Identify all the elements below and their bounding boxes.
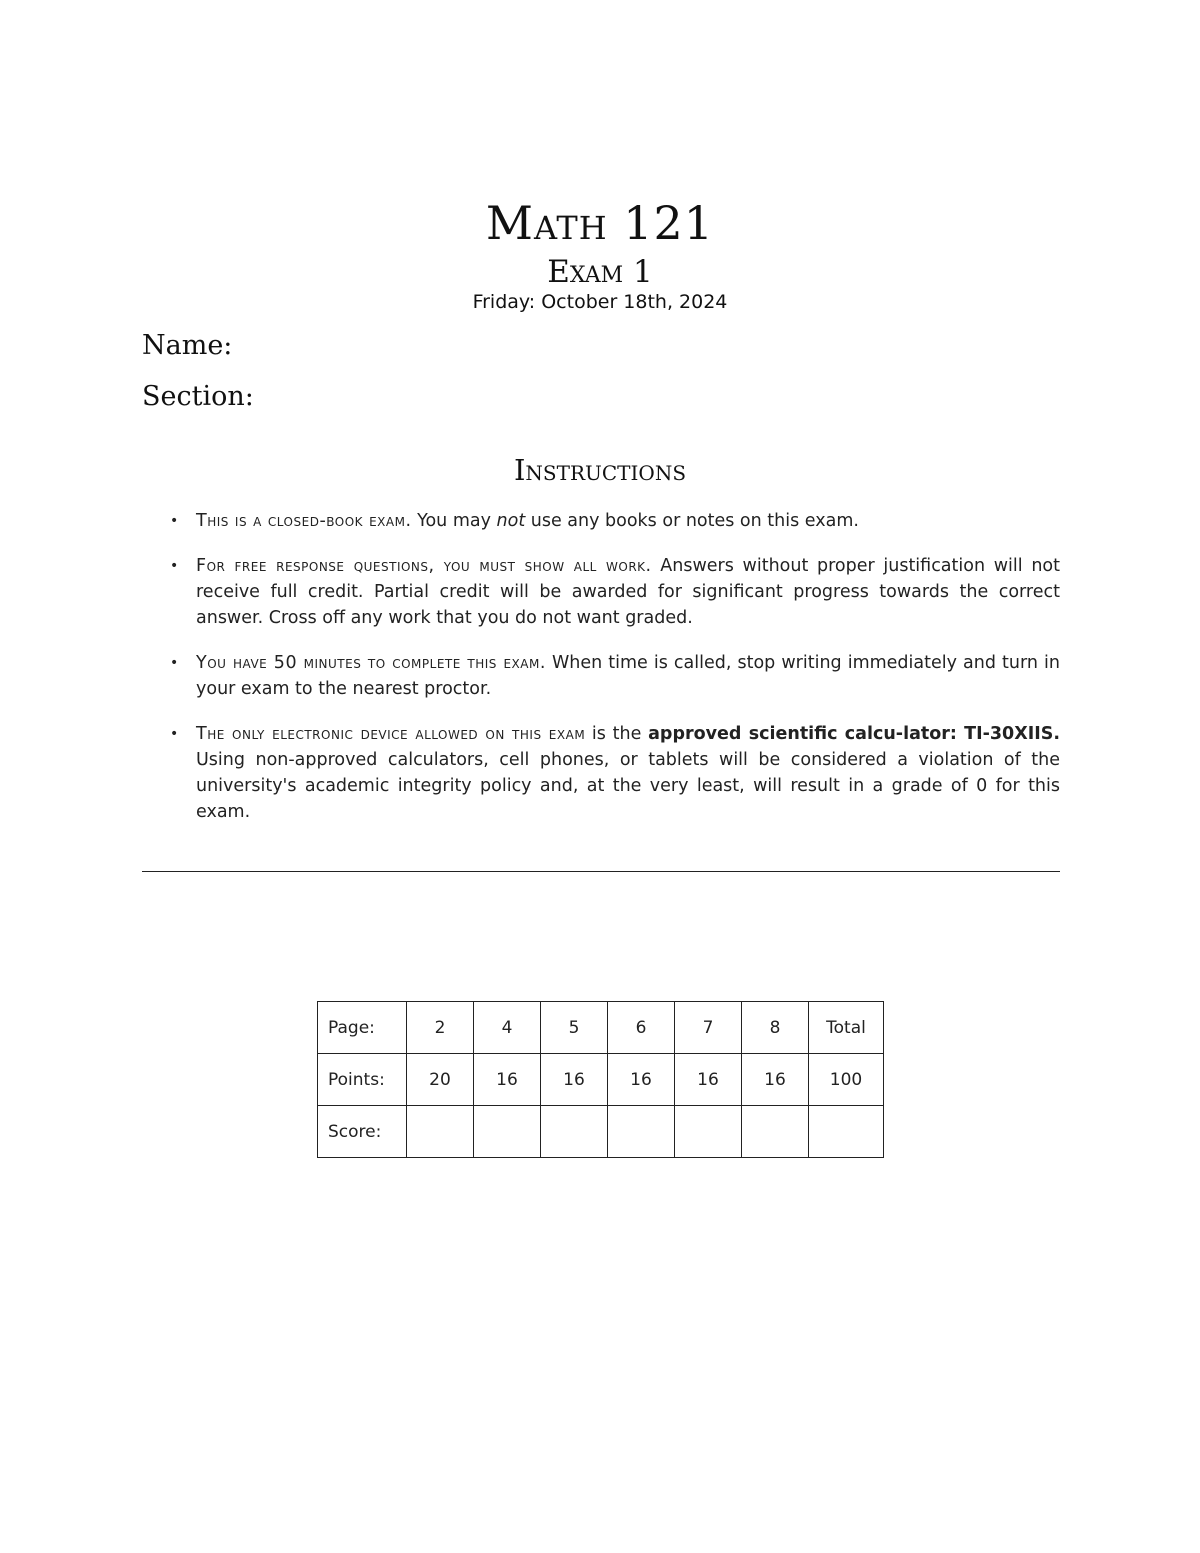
bullet-icon: • — [170, 513, 179, 529]
instruction-text: is the — [585, 724, 649, 744]
page-cell: 5 — [541, 1002, 608, 1054]
instructions-heading: Instructions — [513, 453, 687, 487]
instruction-item — [170, 508, 1060, 534]
table-row-score — [318, 1106, 884, 1158]
instruction-text: Answers without proper justification will not receive full credit. Partial credit will be awarded for significant progress towards the correct answer. Cross off any work that you do not want graded. — [196, 556, 1060, 628]
bullet-icon: • — [170, 726, 179, 742]
row-label: Score: — [318, 1106, 407, 1158]
instruction-text: use any books or notes on this exam. — [525, 511, 859, 531]
points-cell: 16 — [608, 1054, 675, 1106]
row-label: Points: — [318, 1054, 407, 1106]
bullet-icon: • — [170, 558, 179, 574]
page-cell: 2 — [407, 1002, 474, 1054]
bullet-icon: • — [170, 655, 179, 671]
instruction-text: Using non-approved calculators, cell phones, or tablets will be considered a violation of the university's academic integrity policy and, at the very least, will result in a grade of 0 for this exam. — [196, 750, 1060, 822]
instruction-strong: approved scientific calcu-lator: TI-30XIIS. — [648, 724, 1060, 744]
points-cell: 16 — [541, 1054, 608, 1106]
instruction-text: When time is called, stop writing immediately and turn in your exam to the nearest proctor. — [196, 653, 1060, 699]
instruction-lead: For free response questions, you must show all work. — [196, 556, 652, 576]
page-cell: 7 — [675, 1002, 742, 1054]
name-field-label: Name: — [142, 330, 233, 361]
exam-title: Exam 1 — [547, 254, 653, 290]
instruction-item — [170, 650, 1060, 702]
score-cell-total — [809, 1106, 884, 1158]
points-cell: 20 — [407, 1054, 474, 1106]
instructions-list — [170, 508, 1060, 844]
points-cell-total: 100 — [809, 1054, 884, 1106]
page-cell-total: Total — [809, 1002, 884, 1054]
divider-rule — [142, 871, 1060, 872]
score-cell — [407, 1106, 474, 1158]
table-row-page — [318, 1002, 884, 1054]
instruction-item — [170, 721, 1060, 825]
table-row-points — [318, 1054, 884, 1106]
row-label: Page: — [318, 1002, 407, 1054]
page-cell: 8 — [742, 1002, 809, 1054]
instruction-item — [170, 553, 1060, 631]
points-cell: 16 — [675, 1054, 742, 1106]
instruction-lead: This is a closed-book exam. — [196, 511, 412, 531]
score-cell — [608, 1106, 675, 1158]
section-field-label: Section: — [142, 381, 254, 412]
course-title: Math 121 — [485, 196, 715, 250]
score-cell — [541, 1106, 608, 1158]
instruction-text: You may — [411, 511, 497, 531]
instruction-emphasis: not — [496, 511, 526, 531]
score-cell — [742, 1106, 809, 1158]
exam-date: Friday: October 18th, 2024 — [472, 291, 728, 313]
points-cell: 16 — [474, 1054, 541, 1106]
points-cell: 16 — [742, 1054, 809, 1106]
score-cell — [474, 1106, 541, 1158]
instruction-lead: The only electronic device allowed on this exam — [196, 724, 586, 744]
page-cell: 6 — [608, 1002, 675, 1054]
page-cell: 4 — [474, 1002, 541, 1054]
instruction-lead: You have 50 minutes to complete this exam. — [196, 653, 546, 673]
score-cell — [675, 1106, 742, 1158]
score-table — [317, 1001, 884, 1158]
